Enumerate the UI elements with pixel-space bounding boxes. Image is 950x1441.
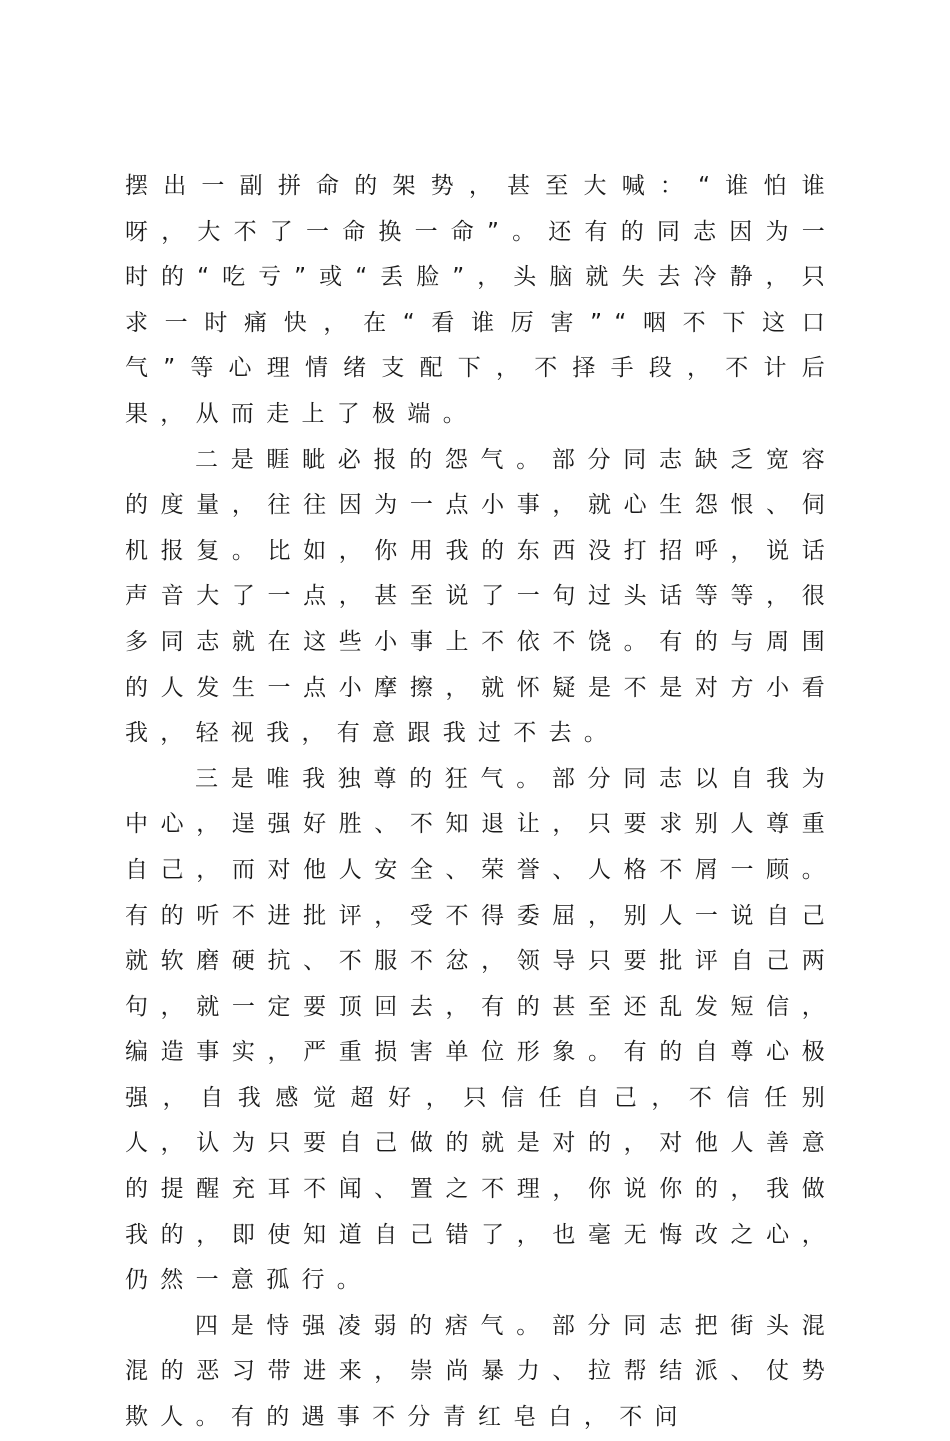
paragraph-point-four: 四是恃强凌弱的痞气。部分同志把街头混混的恶习带进来，崇尚暴力、拉帮结派、仗势欺人。有的遇事不分青红皂白，不问 (125, 1312, 837, 1431)
paragraph-point-two: 二是睚眦必报的怨气。部分同志缺乏宽容的度量，往往因为一点小事，就心生怨恨、伺机报复。比如，你用我的东西没打招呼，说话声音大了一点，甚至说了一句过头话等等，很多同志就在这些小事上不依不饶。有的与周围的人发生一点小摩擦，就怀疑是不是对方小看我，轻视我，有意跟我过不去。 (125, 446, 837, 747)
paragraph-continuation: 摆出一副拼命的架势，甚至大喊：“谁怕谁呀，大不了一命换一命”。还有的同志因为一时的“吃亏”或“丢脸”，头脑就失去冷静，只求一时痛快，在“看谁厉害”“咽不下这口气”等心理情绪支配下，不择手段，不计后果，从而走上了极端。 (125, 173, 837, 427)
paragraph-point-three: 三是唯我独尊的狂气。部分同志以自我为中心，逞强好胜、不知退让，只要求别人尊重自己，而对他人安全、荣誉、人格不屑一顾。有的听不进批评，受不得委屈，别人一说自己就软磨硬抗、不服不忿，领导只要批评自己两句，就一定要顶回去，有的甚至还乱发短信，编造事实，严重损害单位形象。有的自尊心极强，自我感觉超好，只信任自己，不信任别人，认为只要自己做的就是对的，对他人善意的提醒充耳不闻、置之不理，你说你的，我做我的，即使知道自己错了，也毫无悔改之心，仍然一意孤行。 (125, 765, 837, 1294)
document-body (125, 164, 837, 1441)
